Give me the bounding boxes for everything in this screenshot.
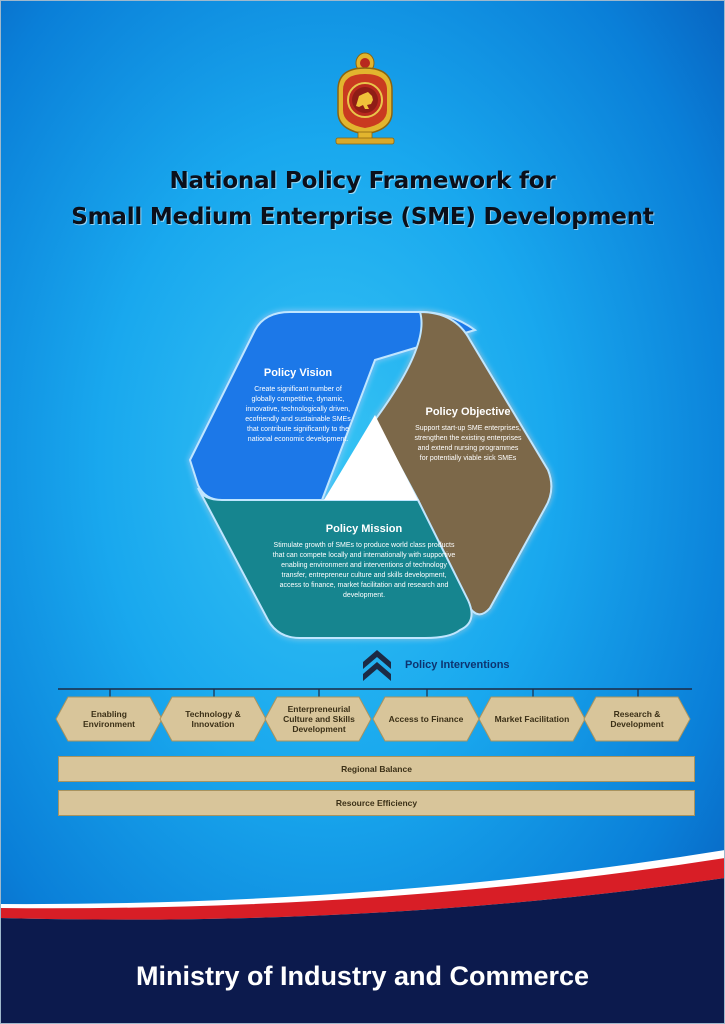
policy-vision-body: Create significant number of globally competitive, dynamic, innovative, technologically driven, ecofriendly and sustainable SMEs that contribute significantly to the national economic development. xyxy=(245,386,351,443)
document-title-line1: National Policy Framework for xyxy=(169,168,556,194)
hexagon-label: Technology & Innovation xyxy=(185,709,241,729)
policy-objective-text xyxy=(414,406,522,464)
hexagon-label: Access to Finance xyxy=(388,714,464,724)
policy-vision-title: Policy Vision xyxy=(263,367,333,379)
double-chevron-up-icon xyxy=(360,645,394,681)
policy-objective-body: Support start-up SME enterprises, strengthen the existing enterprises and extend nursing programmes for potentially viable sick SMEs xyxy=(414,425,522,462)
hexagon-label: Enabling Environment xyxy=(83,709,135,729)
hexagon-label: Research & Development xyxy=(610,709,664,729)
policy-vision-text xyxy=(243,367,353,445)
policy-objective-title: Policy Objective xyxy=(425,406,511,418)
ministry-name: Ministry of Industry and Commerce xyxy=(135,961,590,991)
document-title-line2: Small Medium Enterprise (SME) Development xyxy=(71,204,654,230)
resource-efficiency-bar: Resource Efficiency xyxy=(58,790,695,816)
policy-mission-title: Policy Mission xyxy=(325,523,403,535)
policy-interventions-label: Policy Interventions xyxy=(405,659,510,671)
regional-balance-bar: Regional Balance xyxy=(58,756,695,782)
policy-mission-body: Stimulate growth of SMEs to produce world class products that can compete locally and internationally with supportive enabling environment and interventions of technology transfer, entrepreneur culture and skills development, access to finance, market facilitation and research and development. xyxy=(272,542,456,599)
policy-mission-text xyxy=(272,523,456,601)
hexagon-label: Market Facilitation xyxy=(494,714,570,724)
footer-band xyxy=(0,840,725,1024)
hexagon-label: Enterpreneurial Culture and Skills Development xyxy=(283,704,355,734)
